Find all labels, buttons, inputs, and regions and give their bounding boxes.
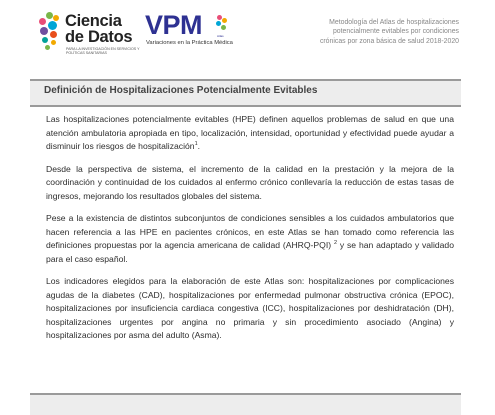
logo-subtitle: PARA LA INVESTIGACIÓN EN SERVICIOS Y POLÍTICAS SANITARIAS bbox=[66, 47, 140, 56]
dots-logo-icon bbox=[37, 12, 61, 52]
section-header bbox=[30, 79, 461, 107]
paragraph: Las hospitalizaciones potencialmente evitables (HPE) definen aquellos problemas de salud en que una atención ambulatoria apropiada en tipo, localización, intensidad, oportunidad y efectividad puede ayudar a disminuir los riesgos de hospitalización$^1$. bbox=[46, 114, 454, 151]
vpm-atlas-label: Atlas bbox=[217, 34, 224, 38]
document-title: Metodología del Atlas de hospitalizaciones potencialmente evitables por condiciones crónicas por zona básica de salud 2018-2020 bbox=[319, 19, 459, 45]
vpm-dots-icon bbox=[215, 15, 229, 33]
paragraph: Desde la perspectiva de sistema, el incremento de la calidad en la prestación y la mejora de la coordinación y continuidad de los cuidados al enfermo crónico conllevaría la reducción de estas tasas de ingresos, mejorando los resultados globales del sistema. bbox=[46, 163, 454, 201]
vpm-logo bbox=[145, 10, 245, 54]
section-title: Definición de Hospitalizaciones Potencialmente Evitables bbox=[44, 85, 318, 96]
page-header bbox=[0, 0, 495, 62]
paragraph: Pese a la existencia de distintos subconjuntos de condiciones sensibles a los cuidados ambulatorios que hacen referencia a las HPE en pacientes crónicos, en este Atlas se han tomado como referencia las definiciones propuestas por la agencia americana de calidad (AHRQ-PQI) $^2$ y se han adaptado y validado para el caso español. bbox=[46, 213, 454, 264]
vpm-logo-text: VPM bbox=[145, 10, 203, 40]
document-body bbox=[46, 113, 454, 352]
next-section-header bbox=[30, 393, 461, 415]
paragraph: Los indicadores elegidos para la elaboración de este Atlas son: hospitalizaciones por complicaciones agudas de la diabetes (CAD), hospitalizaciones por enfermedad pulmonar obstructiva crónica (EPOC), hospitalizaciones por insuficiencia cardiaca congestiva (ICC), hospitalizaciones por deshidratación (DH), hospitalizaciones urgentes por angina no primaria y sin procedimiento asociado (Angina) y hospitalizaciones por asma del adulto (Asma). bbox=[46, 276, 454, 340]
logo-title: Ciencia de Datos bbox=[65, 12, 133, 46]
vpm-subtitle: Variaciones en la Práctica Médica bbox=[146, 40, 233, 46]
ciencia-de-datos-logo bbox=[37, 10, 147, 56]
